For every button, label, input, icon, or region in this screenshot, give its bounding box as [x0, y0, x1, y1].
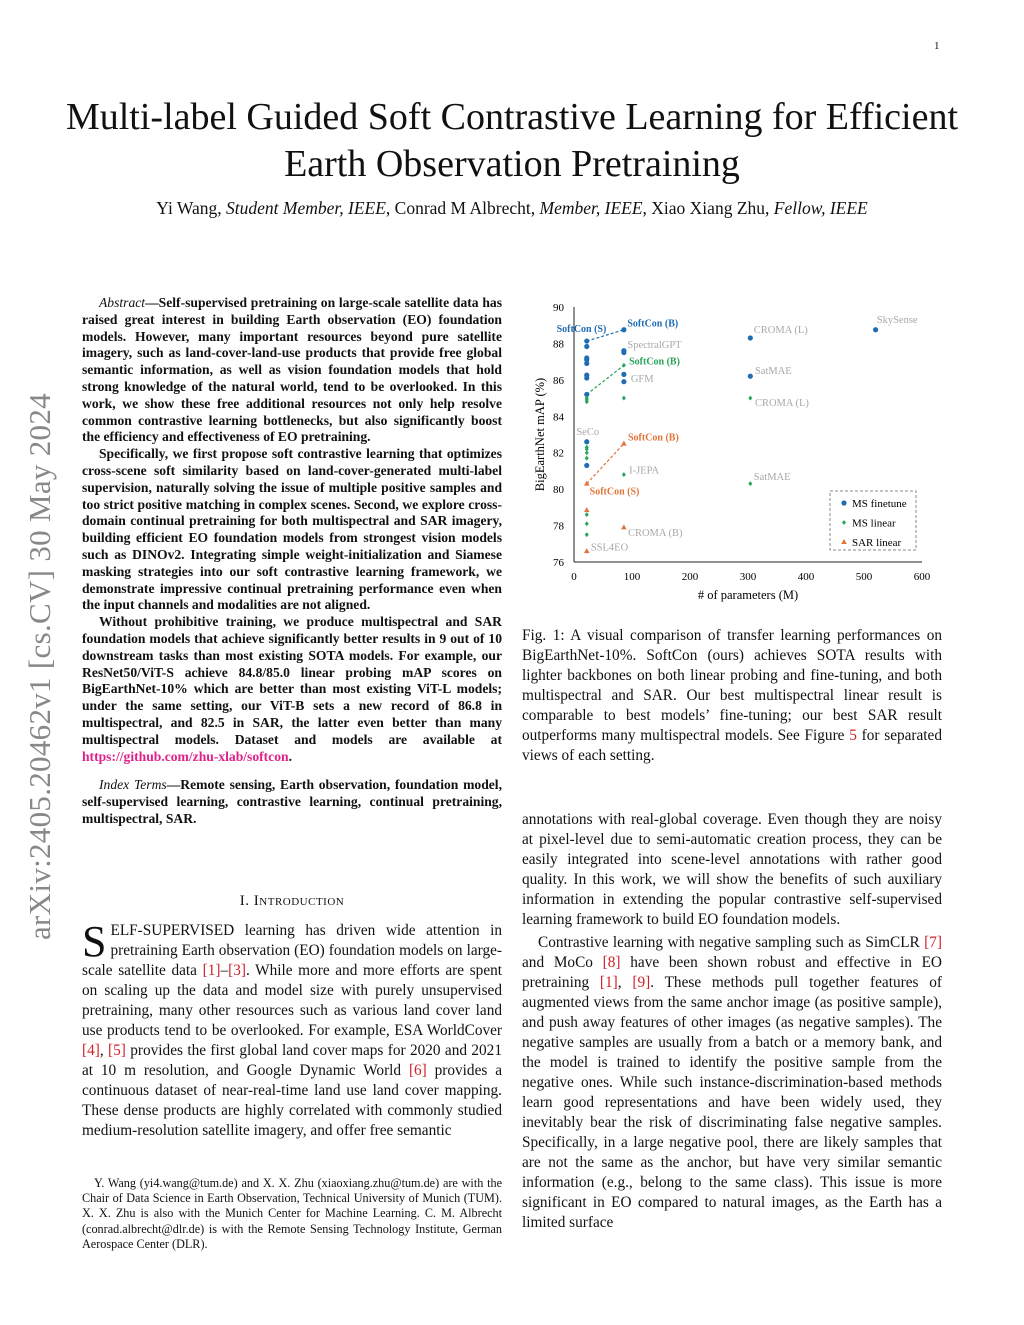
data-point-ms-linear [622, 472, 626, 477]
legend-label: MS finetune [852, 498, 907, 510]
text-run: have been shown robust and effective in EO pretraining [522, 954, 942, 991]
citation-link[interactable]: 5 [849, 727, 857, 744]
y-tick-label: 78 [553, 520, 564, 533]
text-run: provides a continuous dataset of near-real-time land use land cover mapping. These dense products are highly correlated with commonly studied medium-resolution satellite imagery, and offer free semantic [82, 1062, 502, 1139]
text-run: and MoCo [522, 954, 603, 971]
y-axis-label: BigEarthNet mAP (%) [533, 377, 547, 492]
right-column-text [522, 810, 942, 1233]
x-tick-label: 100 [623, 571, 641, 583]
data-point-ms-finetune [584, 344, 589, 349]
point-label: SeCo [576, 427, 600, 439]
abstract-paragraph: Specifically, we first propose soft contrastive learning that optimizes cross-scene soft similarity based on land-cover-generated multi-label supervision, naturally solving the issue of multiple positive samples and too strict positive matching in complex scenes. Second, we explore cross-domain continual pretraining for both multispectral and SAR imagery, building efficient EO foundation models from strongest vision models such as DINOv2. Integrating simple weight-initialization and Siamese masking strategies into our soft contrastive learning framework, we demonstrate impressive continual pretraining performance even when the input channels and modalities are not aligned. [82, 446, 502, 613]
text-run: provides the first global land cover maps for 2020 and 2021 at 10 m resolution, and Google Dynamic World [82, 1042, 502, 1079]
x-tick-label: 500 [855, 571, 873, 583]
data-point-ms-finetune [584, 463, 589, 468]
point-label: I-JEPA [629, 465, 660, 477]
data-point-ms-linear [585, 456, 589, 461]
citation-link[interactable]: [7] [924, 934, 942, 951]
data-point-ms-finetune [584, 375, 589, 380]
index-terms: —Remote sensing, Earth observation, foundation model, self-supervised learning, contrastive learning, continual pretraining, multispectral, SAR. [82, 777, 502, 826]
data-point-ms-linear [748, 396, 752, 401]
point-label: CROMA (L) [754, 397, 809, 409]
point-label: SpectralGPT [627, 340, 682, 352]
legend-marker-ms-finetune [841, 500, 846, 505]
x-tick-label: 0 [571, 571, 577, 583]
arxiv-identifier: arXiv:2405.20462v1 [cs.CV] 30 May 2024 [22, 393, 57, 940]
data-point-ms-linear [585, 521, 589, 526]
citation-link[interactable]: [1] [202, 962, 221, 979]
data-point-ms-linear [622, 396, 626, 401]
author-name: , Conrad M Albrecht, [385, 198, 540, 218]
author-role: Student Member, IEEE [226, 198, 386, 218]
x-tick-label: 200 [681, 571, 699, 583]
punctuation: . [288, 748, 292, 764]
citation-link[interactable]: [3] [228, 962, 246, 979]
text-run: annotations with real-global coverage. Even though they are noisy at pixel-level due to semi-automatic creation process, they can be easily integrated into scene-level annotations with rather good quality. In this work, we will show the benefits of such auxiliary information in extending the popular contrastive self-supervised learning framework to build EO foundation models. [522, 811, 942, 928]
data-point-ms-finetune [748, 335, 753, 340]
y-tick-label: 90 [553, 302, 564, 314]
citation-link[interactable]: [9] [632, 974, 651, 991]
point-label: SoftCon (S) [589, 486, 640, 498]
data-point-ms-finetune [621, 372, 626, 377]
text-run: , [617, 974, 633, 991]
author-name: Yi Wang, [156, 198, 227, 218]
data-point-sar-linear [584, 507, 590, 512]
data-point-ms-finetune [873, 327, 878, 332]
data-point-sar-linear [621, 524, 627, 529]
point-label: CROMA (B) [627, 527, 683, 539]
text-run: . While more and more efforts are spent on scaling up the data and model size with purely unsupervised pretraining, many other resources such as various land cover land use products tend to be overlooked. For example, ESA WorldCover [82, 962, 503, 1039]
text-run: Fig. 1: A visual comparison of transfer learning performances on BigEarthNet-10%. SoftCon (ours) achieves SOTA results with lighter backbones on both linear probing and fine-tuning, and both multispectral and SAR. Our best multispectral linear result is comparable to best models’ fine-tuning; our best SAR result outperforms many multispectral models. See Figure [522, 627, 942, 744]
point-label: SatMAE [754, 366, 792, 378]
trend-line [587, 444, 624, 484]
legend-label: MS linear [852, 517, 896, 530]
y-tick-label: 84 [553, 411, 564, 424]
citation-link[interactable]: [4] [82, 1042, 100, 1059]
section-number: I. [239, 893, 254, 909]
y-tick-label: 88 [553, 338, 564, 351]
y-tick-label: 82 [553, 447, 564, 460]
data-point-ms-finetune [621, 350, 626, 355]
data-point-ms-finetune [584, 338, 589, 343]
data-point-sar-linear [584, 548, 590, 553]
x-tick-label: 300 [739, 571, 757, 583]
x-axis-label: # of parameters (M) [697, 588, 799, 602]
figure-1-chart [522, 290, 942, 610]
citation-link[interactable]: [8] [602, 954, 621, 971]
data-point-ms-finetune [621, 327, 626, 332]
abstract-label: Abstract [99, 295, 146, 310]
drop-cap: S [82, 917, 107, 966]
trend-line [587, 365, 624, 394]
introduction [82, 855, 502, 1141]
point-label: SoftCon (B) [629, 356, 680, 368]
point-label: SoftCon (B) [627, 432, 679, 444]
data-point-ms-finetune [584, 361, 589, 366]
section-heading [82, 891, 502, 911]
paper-title: Multi-label Guided Soft Contrastive Learning for Efficient Earth Observation Pretraining [65, 96, 959, 185]
figure-caption [522, 626, 942, 766]
legend-label: SAR linear [852, 537, 902, 549]
abstract [82, 295, 502, 828]
data-point-ms-finetune [621, 379, 626, 384]
section-title: Introduction [253, 893, 345, 909]
intro-paragraph [82, 917, 503, 1141]
point-label: SkySense [876, 315, 918, 327]
data-point-sar-linear [621, 441, 627, 446]
text-run: – [220, 962, 229, 979]
x-tick-label: 400 [797, 571, 815, 583]
data-point-ms-linear [585, 532, 589, 537]
citation-link[interactable]: [5] [108, 1042, 126, 1059]
body-paragraph [522, 933, 942, 1233]
abstract-paragraph: —Self-supervised pretraining on large-scale satellite data has raised great interest in building Earth observation (EO) foundation models. However, many important resources beyond pure satellite imagery, such as land-cover-land-use products that provide free global semantic information, as well as vision foundation models that hold strong knowledge of the natural world, tend to be overlooked. In this work, we show these free additional resources not only help resolve common contrastive learning bottlenecks, but also significantly boost the efficiency and effectiveness of EO pretraining. [82, 295, 502, 445]
y-tick-label: 80 [553, 484, 564, 497]
x-tick-label: 600 [913, 571, 931, 583]
point-label: CROMA (L) [753, 325, 808, 337]
data-point-ms-finetune [748, 374, 753, 379]
citation-link[interactable]: [6] [408, 1062, 427, 1079]
data-point-ms-finetune [584, 439, 589, 444]
text-run: ELF-SUPERVISED learning has driven wide attention in pretraining Earth observation (EO) foundation models on large-scale satellite data [82, 922, 502, 979]
page-number: 1 [934, 40, 940, 52]
text-run: for separated views of each setting. [522, 727, 942, 764]
github-link[interactable]: https://github.com/zhu-xlab/softcon [82, 748, 289, 764]
text-run: . These methods pull together features of augmented views from the same anchor image (as positive sample), and push away features of other images (as negative samples). The negative samples are usually from a batch or a memory bank, and the model is trained to identify the positive sample from the negative ones. While such instance-discrimination-based methods learn good representations and have been widely used, they inevitably bear the risk of discriminating false negative samples. Specifically, in a large negative pool, there are likely samples that are not the same as the anchor, but have very similar semantic information (e.g., belong to the same class). This issue is more significant in EO compared to natural images, as the Earth has a limited surface [522, 974, 943, 1231]
legend-marker-ms-linear [842, 520, 846, 525]
index-terms-label: Index Terms [99, 777, 167, 793]
text-run: Contrastive learning with negative sampling such as SimCLR [538, 934, 925, 951]
citation-link[interactable]: [1] [599, 974, 618, 991]
abstract-paragraph: Without prohibitive training, we produce multispectral and SAR foundation models that achieve significantly better results in 9 out of 10 downstream tasks than most existing SOTA models. For example, our ResNet50/ViT-S achieve 84.8/85.0 linear probing mAP scores on BigEarthNet-10% which are better than most existing ViT-L models; under the same setting, our ViT-B sets a new record of 86.8 in multispectral, and 82.5 in SAR, the latter even better than many multispectral models. Dataset and models are available at [82, 614, 502, 747]
legend-marker-sar-linear [841, 539, 847, 544]
author-list [60, 198, 964, 219]
point-label: SSL4EO [590, 542, 629, 554]
text-run: , [99, 1042, 109, 1059]
footnote [82, 1176, 502, 1252]
data-point-ms-linear [585, 512, 589, 517]
point-label: SoftCon (B) [627, 318, 679, 330]
author-role: Member, IEEE [539, 198, 643, 218]
data-point-ms-linear [585, 450, 589, 455]
point-label: GFM [630, 374, 654, 386]
data-point-ms-linear [748, 481, 752, 486]
author-role: Fellow, IEEE [773, 198, 868, 218]
footnote-text: Y. Wang (yi4.wang@tum.de) and X. X. Zhu (xiaoxiang.zhu@tum.de) are with the Chair of Data Science in Earth Observation, Technical University of Munich (TUM). X. X. Zhu is also with the Munich Center for Machine Learning. C. M. Albrecht (conrad.albrecht@dlr.de) is with the Remote Sensing Technology Institute, German Aerospace Center (DLR). [82, 1176, 502, 1251]
y-tick-label: 86 [553, 374, 564, 387]
y-tick-label: 76 [553, 557, 564, 569]
point-label: SoftCon (S) [556, 324, 607, 336]
body-paragraph [522, 810, 942, 930]
point-label: SatMAE [753, 472, 791, 484]
author-name: , Xiao Xiang Zhu, [642, 198, 774, 218]
